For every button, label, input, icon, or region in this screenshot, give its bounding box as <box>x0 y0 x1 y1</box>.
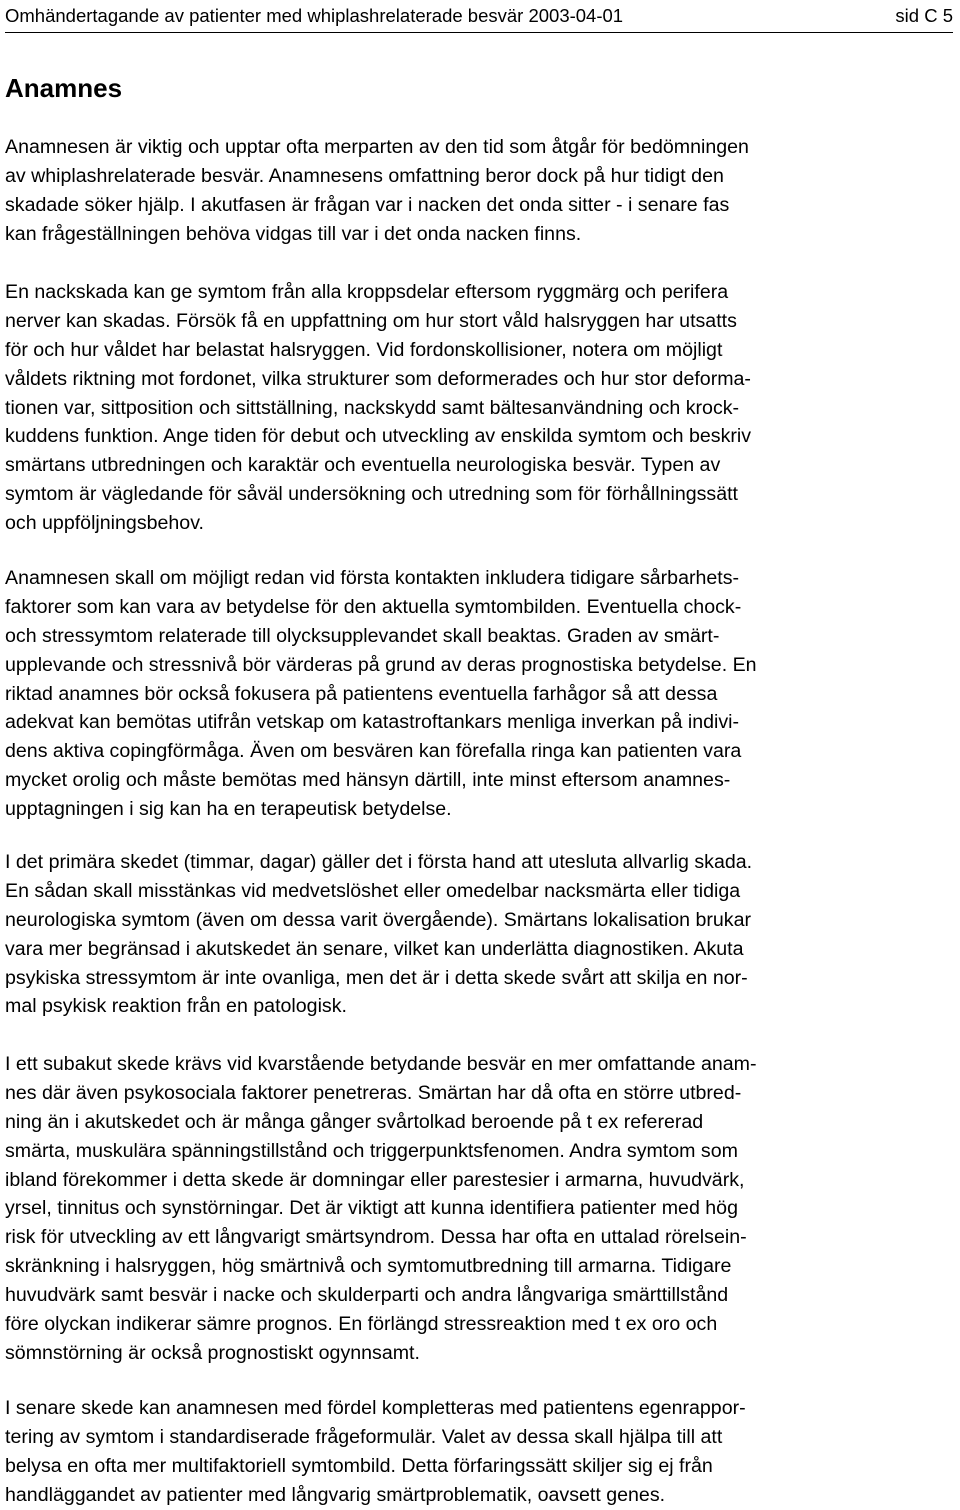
paragraph-line: och uppföljningsbehov. <box>5 512 204 535</box>
page-number: sid C 5 <box>895 5 953 26</box>
paragraph-line: neurologiska symtom (även om dessa varit övergående). Smärtans lokalisation brukar <box>5 908 751 931</box>
paragraph-line: skadade söker hjälp. I akutfasen är frågan var i nacken det onda sitter - i senare fas <box>5 193 730 216</box>
paragraph-line: En sådan skall misstänkas vid medvetslöshet eller omedelbar nacksmärta eller tidiga <box>5 879 741 902</box>
running-title: Omhändertagande av patienter med whiplashrelaterade besvär 2003-04-01 <box>5 5 624 26</box>
paragraph-line: kuddens funktion. Ange tiden för debut och utveckling av enskilda symtom och beskriv <box>5 425 752 448</box>
paragraph-line: och stressymtom relaterade till olycksupplevandet skall beaktas. Graden av smärt- <box>5 624 720 647</box>
paragraph-line: adekvat kan bemötas utifrån vetskap om katastroftankars menliga inverkan på indivi- <box>5 711 740 734</box>
paragraph-line: upptagningen i sig kan ha en terapeutisk betydelse. <box>5 798 452 821</box>
paragraph-line: faktorer som kan vara av betydelse för den aktuella symtombilden. Eventuella chock- <box>5 595 742 618</box>
paragraph-line: skränkning i halsryggen, hög smärtnivå och symtomutbredning till armarna. Tidigare <box>5 1255 732 1278</box>
paragraph-line: nes där även psykosociala faktorer penetreras. Smärtan har då ofta en större utbred- <box>5 1081 742 1104</box>
paragraph-line: handläggandet av patienter med långvarig smärtproblematik, oavsett genes. <box>5 1483 666 1506</box>
paragraph-line: Anamnesen är viktig och upptar ofta merparten av den tid som åtgår för bedömningen <box>5 136 749 158</box>
paragraph-line: En nackskada kan ge symtom från alla kroppsdelar eftersom ryggmärg och perifera <box>5 281 729 303</box>
paragraph-line: för och hur våldet har belastat halsryggen. Vid fordonskollisioner, notera om möjligt <box>5 338 723 361</box>
paragraph-line: huvudvärk samt besvär i nacke och skulderparti och andra långvariga smärttillstånd <box>5 1284 729 1307</box>
paragraph-line: psykiska stressymtom är inte ovanliga, men det är i detta skede svårt att skilja en nor- <box>5 966 748 989</box>
page-header <box>5 0 953 32</box>
paragraph-line: Anamnesen skall om möjligt redan vid första kontakten inkludera tidigare sårbarhets- <box>5 567 740 589</box>
paragraph-line: smärtans utbredningen och karaktär och eventuella neurologiska besvär. Typen av <box>5 454 721 477</box>
paragraph-line: risk för utveckling av ett långvarigt smärtsyndrom. Dessa har ofta en uttalad rörelsein- <box>5 1226 747 1249</box>
paragraph-line: I det primära skedet (timmar, dagar) gäller det i första hand att utesluta allvarlig skada. <box>5 851 753 873</box>
paragraph-5 <box>5 1050 955 1368</box>
paragraph-line: upplevande och stressnivå bör värderas på grund av deras prognostiska betydelse. En <box>5 653 757 676</box>
paragraph-line: nerver kan skadas. Försök få en uppfattning om hur stort våld halsryggen har utsatts <box>5 309 737 332</box>
paragraph-4 <box>5 848 955 1021</box>
paragraph-line: vara mer begränsad i akutskedet än senare, vilket kan underlätta diagnostiken. Akuta <box>5 937 744 960</box>
paragraph-line: yrsel, tinnitus och synstörningar. Det är viktigt att kunna identifiera patienter med hög <box>5 1197 738 1220</box>
paragraph-line: ning än i akutskedet och är många gånger svårtolkad beroende på t ex refererad <box>5 1110 704 1133</box>
paragraph-line: I senare skede kan anamnesen med fördel kompletteras med patientens egenrappor- <box>5 1397 746 1419</box>
paragraph-line: belysa en ofta mer multifaktoriell symtombild. Detta förfaringssätt skiljer sig ej från <box>5 1454 713 1477</box>
paragraph-6 <box>5 1394 955 1510</box>
paragraph-line: dens aktiva copingförmåga. Även om besvären kan förefalla ringa kan patienten vara <box>5 740 742 763</box>
paragraph-line: riktad anamnes bör också fokusera på patientens eventuella farhågor så att dessa <box>5 682 718 705</box>
paragraph-line: av whiplashrelaterade besvär. Anamnesens omfattning beror dock på hur tidigt den <box>5 164 724 187</box>
paragraph-line: våldets riktning mot fordonet, vilka strukturer som deformerades och hur stor deforma- <box>5 367 751 390</box>
paragraph-2 <box>5 278 955 538</box>
paragraph-1 <box>5 133 955 249</box>
paragraph-line: sömnstörning är också prognostiskt ogynnsamt. <box>5 1341 420 1364</box>
paragraph-line: mycket orolig och måste bemötas med hänsyn därtill, inte minst eftersom anamnes- <box>5 769 731 792</box>
paragraph-line: smärta, muskulära spänningstillstånd och triggerpunktsfenomen. Andra symtom som <box>5 1139 738 1162</box>
section-title: Anamnes <box>5 73 123 103</box>
paragraph-line: kan frågeställningen behöva vidgas till var i det onda nacken finns. <box>5 222 582 245</box>
paragraph-line: tering av symtom i standardiserade frågeformulär. Valet av dessa skall hjälpa till att <box>5 1425 723 1448</box>
paragraph-line: symtom är vägledande för såväl undersökning och utredning som för förhållningssätt <box>5 483 738 506</box>
paragraph-line: mal psykisk reaktion från en patologisk. <box>5 995 347 1018</box>
header-rule <box>5 32 953 33</box>
paragraph-line: tionen var, sittposition och sittställning, nackskydd samt bältesanvändning och krock- <box>5 396 740 419</box>
paragraph-3 <box>5 564 955 824</box>
paragraph-line: I ett subakut skede krävs vid kvarstående betydande besvär en mer omfattande anam- <box>5 1053 757 1075</box>
paragraph-line: ibland förekommer i detta skede är domningar eller parestesier i armarna, huvudvärk, <box>5 1168 745 1191</box>
paragraph-line: före olyckan indikerar sämre prognos. En förlängd stressreaktion med t ex oro och <box>5 1313 718 1336</box>
